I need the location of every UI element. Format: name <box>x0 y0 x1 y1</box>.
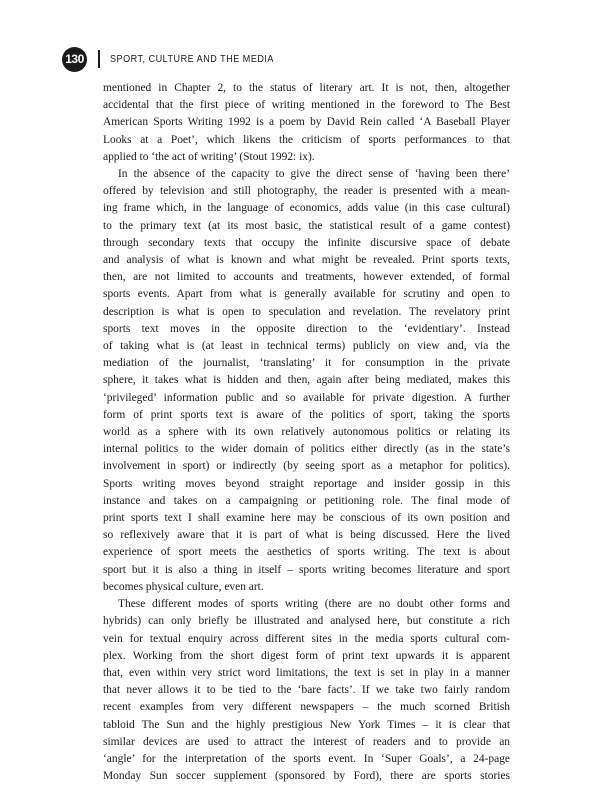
text-line: similar devices are used to attract the interest of readers and to provide an <box>103 735 510 748</box>
body-text <box>103 80 510 785</box>
text-line: ‘privileged’ information public and so available for private digestion. A further <box>103 391 510 404</box>
text-line: and analysis of what is known and what might be revealed. Print sports texts, <box>103 254 510 267</box>
text-line: hybrids) can only briefly be illustrated and analysed here, but constitute a rich <box>103 615 510 628</box>
text-line: vein for textual enquiry across different sites in the media sports cultural com- <box>103 632 510 645</box>
text-line: sports text moves in the opposite direction to the ‘evidentiary’. Instead <box>103 322 510 335</box>
text-line: These different modes of sports writing (there are no doubt other forms and <box>118 598 510 611</box>
text-line: Monday Sun soccer supplement (sponsored by Ford), there are sports stories <box>103 770 510 783</box>
text-line: to the primary text (at its most basic, the statistical result of a game contest) <box>103 219 510 232</box>
text-line: then, are not limited to accounts and treatments, however extended, of formal <box>103 271 510 284</box>
text-line: becomes physical culture, even art. <box>103 580 264 593</box>
text-line: world as a sphere with its own relatively autonomous politics or relating its <box>103 426 510 439</box>
text-line: involvement in sport) or indirectly (by seeing sport as a metaphor for politics). <box>103 460 510 473</box>
text-line: mentioned in Chapter 2, to the status of literary art. It is not, then, altogether <box>103 82 510 94</box>
text-line: Sports writing moves beyond straight reportage and insider gossip in this <box>103 477 510 490</box>
text-line: In the absence of the capacity to give the direct sense of ‘having been there’ <box>118 168 510 181</box>
text-line: accidental that the first piece of writing mentioned in the foreword to The Best <box>103 99 510 112</box>
page-number-badge <box>62 47 87 72</box>
text-line: applied to ‘the act of writing’ (Stout 1992: ix). <box>103 150 315 163</box>
text-line: American Sports Writing 1992 is a poem by David Rein called ‘A Baseball Player <box>103 116 510 129</box>
text-line: ‘angle’ for the interpretation of the sports event. In ‘Super Goals’, a 24-page <box>103 752 510 765</box>
text-line: offered by television and still photography, the reader is presented with a mean- <box>103 185 510 198</box>
text-line: of taking what is (at least in technical terms) publicly on view and, via the <box>103 340 510 353</box>
text-line: Looks at a Poet’, which likens the criticism of sports performances to that <box>103 133 510 146</box>
text-line: experience of sport meets the aesthetics of sports writing. The text is about <box>103 546 510 559</box>
text-line: plex. Working from the short digest form of print text upwards it is apparent <box>103 649 510 662</box>
text-line: sports events. Apart from what is generally available for scrutiny and open to <box>103 288 510 301</box>
page-number: 130 <box>65 52 84 66</box>
running-head-title: SPORT, CULTURE AND THE MEDIA <box>110 53 274 65</box>
text-line: internal politics to the wider domain of politics either directly (as in the state’s <box>103 443 510 456</box>
text-line: mediation of the journalist, ‘translating’ it for consumption in the private <box>103 357 510 370</box>
text-line: so reflexively aware that it is part of what is being discussed. Here the lived <box>103 529 510 542</box>
text-line: ing frame which, in the language of economics, adds value (in this case cultural) <box>103 202 510 215</box>
text-line: sphere, it takes what is hidden and then, again after being mediated, makes this <box>103 374 510 387</box>
text-line: description is what is open to speculation and revelation. The revelatory print <box>103 305 510 318</box>
running-header <box>62 46 301 72</box>
text-line: that, even within very strict word limitations, the text is set in play in a manner <box>103 666 510 679</box>
text-line: print sports text I shall examine here may be conscious of its own position and <box>103 512 510 525</box>
text-line: recent examples from very different newspapers – the much scorned British <box>103 701 510 714</box>
text-line: form of print sports text is aware of the politics of sport, taking the sports <box>103 408 510 421</box>
text-line: instance and takes on a campaigning or petitioning role. The final mode of <box>103 494 510 507</box>
text-line: tabloid The Sun and the highly prestigious New York Times – it is clear that <box>103 718 510 731</box>
text-line: sport but it is also a thing in itself – sports writing becomes literature and sport <box>103 563 510 576</box>
header-divider <box>98 50 100 68</box>
text-line: through secondary texts that occupy the infinite discursive space of debate <box>103 236 510 249</box>
text-line: that never allows it to be tied to the ‘bare facts’. If we take two fairly random <box>103 684 510 697</box>
